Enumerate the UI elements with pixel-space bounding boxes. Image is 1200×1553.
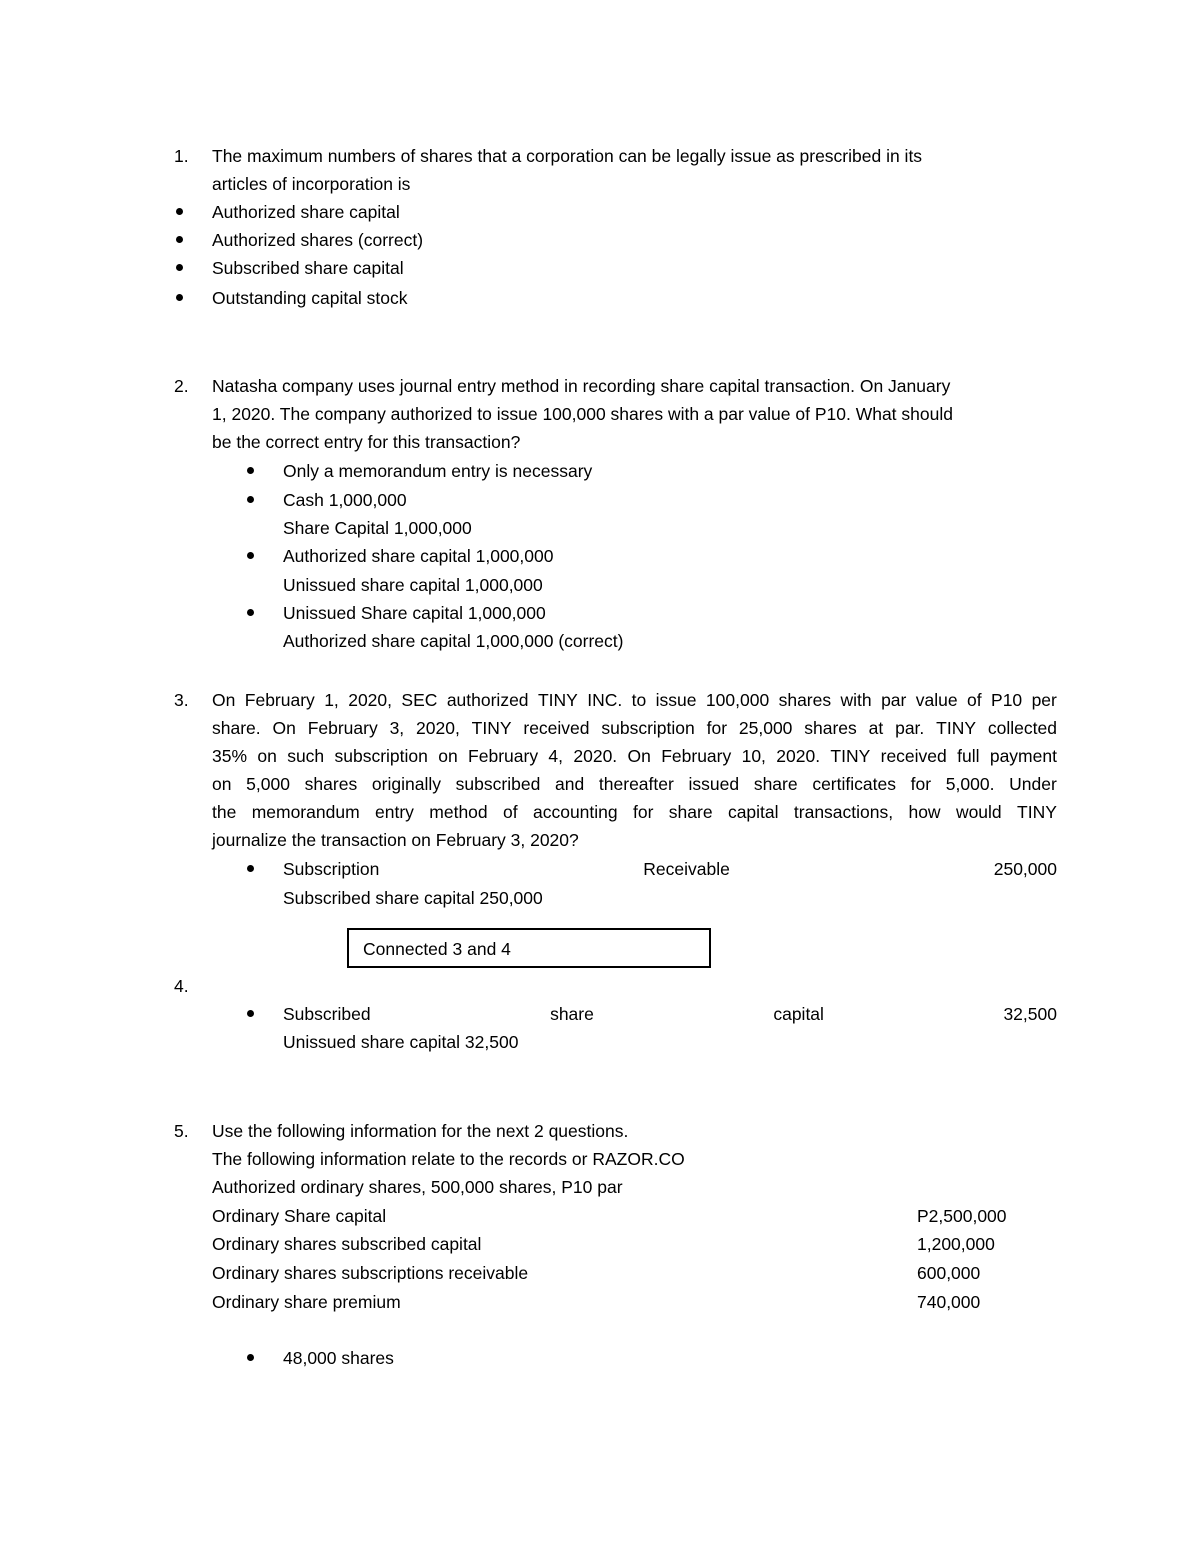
- bullet-icon: [247, 1354, 254, 1361]
- word: payment: [989, 746, 1057, 766]
- word: shares: [778, 690, 832, 710]
- word: subscribed: [455, 774, 541, 794]
- bullet-icon: [247, 609, 254, 616]
- word: full: [957, 746, 980, 766]
- word: transactions,: [793, 802, 894, 822]
- word: Under: [1009, 774, 1057, 794]
- q1-text-line: articles of incorporation is: [212, 174, 411, 194]
- q2-option: Cash 1,000,000: [283, 490, 407, 510]
- word: 2020.: [573, 746, 618, 766]
- word: originally: [371, 774, 441, 794]
- q2-text-line: be the correct entry for this transaction?: [212, 432, 521, 452]
- q5-number: 5.: [174, 1121, 189, 1141]
- q3-option: [283, 855, 1057, 883]
- word: the: [212, 802, 237, 822]
- word: collected: [987, 718, 1057, 738]
- note-box-text: Connected 3 and 4: [363, 939, 511, 959]
- word: such: [287, 746, 325, 766]
- word: 2020,: [348, 690, 393, 710]
- word: accounting: [532, 802, 618, 822]
- word: capital: [727, 802, 779, 822]
- bullet-icon: [247, 496, 254, 503]
- word: SEC: [401, 690, 438, 710]
- word: Subscription: [283, 859, 380, 879]
- word: 35%: [212, 746, 248, 766]
- q5-table-label: Ordinary shares subscriptions receivable: [212, 1263, 529, 1283]
- bullet-icon: [176, 294, 183, 301]
- q2-text-line: Natasha company uses journal entry method in recording share capital transaction. On January: [212, 376, 951, 396]
- word: February: [244, 690, 315, 710]
- word: entry: [375, 802, 414, 822]
- q4-number: 4.: [174, 976, 189, 996]
- q5-table-amount: 600,000: [917, 1263, 981, 1283]
- word: Receivable: [643, 859, 730, 879]
- word: subscription: [601, 718, 695, 738]
- word: on: [212, 774, 232, 794]
- note-box: [347, 928, 711, 968]
- word: On: [627, 746, 651, 766]
- word: share: [550, 1004, 594, 1024]
- word: issued: [688, 774, 740, 794]
- word: for: [910, 774, 932, 794]
- q2-text-line: 1, 2020. The company authorized to issue 100,000 shares with a par value of P10. What should: [212, 404, 953, 424]
- q2-option: Unissued Share capital 1,000,000: [283, 603, 546, 623]
- word: would: [955, 802, 1002, 822]
- word: 100,000: [705, 690, 770, 710]
- q3-text-line: [212, 714, 1057, 742]
- q1-option: Authorized shares (correct): [212, 230, 424, 250]
- word: 3,: [389, 718, 405, 738]
- word: for: [633, 802, 654, 822]
- word: issue: [655, 690, 697, 710]
- q5-table-label: Ordinary share premium: [212, 1292, 401, 1312]
- q5-text-line: Authorized ordinary shares, 500,000 shares, P10 par: [212, 1177, 623, 1197]
- q5-text-line: Use the following information for the next 2 questions.: [212, 1121, 629, 1141]
- word: 2020,: [416, 718, 460, 738]
- word: per: [1031, 690, 1057, 710]
- word: On: [272, 718, 296, 738]
- word: received: [880, 746, 947, 766]
- word: and: [555, 774, 585, 794]
- word: on: [257, 746, 277, 766]
- q5-table-label: Ordinary shares subscribed capital: [212, 1234, 482, 1254]
- word: memorandum: [251, 802, 360, 822]
- word: par.: [895, 718, 925, 738]
- q2-option: Only a memorandum entry is necessary: [283, 461, 593, 481]
- q1-option: Outstanding capital stock: [212, 288, 408, 308]
- word: 10,: [741, 746, 766, 766]
- word: method: [429, 802, 488, 822]
- q4-option: [283, 1000, 1057, 1028]
- word: authorized: [446, 690, 529, 710]
- word: with: [840, 690, 872, 710]
- word: 4,: [548, 746, 564, 766]
- q5-table-amount: P2,500,000: [917, 1206, 1007, 1226]
- word: share.: [212, 718, 261, 738]
- q1-option: Authorized share capital: [212, 202, 400, 222]
- q5-table-label: Ordinary Share capital: [212, 1206, 387, 1226]
- q3-number: 3.: [174, 690, 189, 710]
- word: TINY: [471, 718, 512, 738]
- word: TINY: [537, 690, 578, 710]
- word: shares: [804, 718, 857, 738]
- bullet-icon: [247, 467, 254, 474]
- bullet-icon: [176, 236, 183, 243]
- bullet-icon: [176, 264, 183, 271]
- word: share: [753, 774, 798, 794]
- word: of: [503, 802, 518, 822]
- q3-option-continuation: Subscribed share capital 250,000: [283, 888, 543, 908]
- word: at: [868, 718, 884, 738]
- q1-option: Subscribed share capital: [212, 258, 404, 278]
- word: share: [668, 802, 713, 822]
- word: 1,: [324, 690, 339, 710]
- word: subscription: [334, 746, 428, 766]
- q1-number: 1.: [174, 146, 189, 166]
- word: value: [915, 690, 958, 710]
- word: February: [307, 718, 378, 738]
- bullet-icon: [247, 552, 254, 559]
- word: February: [661, 746, 732, 766]
- q3-text-line: [212, 686, 1057, 714]
- bullet-icon: [247, 1010, 254, 1017]
- word: 25,000: [738, 718, 793, 738]
- word: on: [438, 746, 458, 766]
- q4-option-continuation: Unissued share capital 32,500: [283, 1032, 519, 1052]
- word: shares: [304, 774, 358, 794]
- word: par: [881, 690, 907, 710]
- q3-text-line: [212, 742, 1057, 770]
- word: capital: [773, 1004, 824, 1024]
- word: TINY: [1017, 802, 1057, 822]
- word: Subscribed: [283, 1004, 371, 1024]
- q5-option: 48,000 shares: [283, 1348, 394, 1368]
- word: P10: [991, 690, 1023, 710]
- word: TINY: [936, 718, 977, 738]
- word: TINY: [830, 746, 871, 766]
- q2-number: 2.: [174, 376, 189, 396]
- q5-text-line: The following information relate to the records or RAZOR.CO: [212, 1149, 685, 1169]
- word: for: [706, 718, 728, 738]
- bullet-icon: [176, 208, 183, 215]
- q2-option-continuation: Unissued share capital 1,000,000: [283, 575, 543, 595]
- word: 250,000: [993, 859, 1057, 879]
- q3-text-line: journalize the transaction on February 3, 2020?: [212, 830, 579, 850]
- word: received: [523, 718, 590, 738]
- word: February: [468, 746, 539, 766]
- word: On: [212, 690, 236, 710]
- word: thereafter: [598, 774, 674, 794]
- word: to: [631, 690, 647, 710]
- word: of: [967, 690, 982, 710]
- q3-text-line: [212, 770, 1057, 798]
- q3-text-line: [212, 798, 1057, 826]
- q2-option-continuation: Share Capital 1,000,000: [283, 518, 472, 538]
- q5-table-amount: 1,200,000: [917, 1234, 995, 1254]
- word: 5,000: [246, 774, 290, 794]
- q1-text-line: The maximum numbers of shares that a corporation can be legally issue as prescribed in its: [212, 146, 923, 166]
- q5-table-amount: 740,000: [917, 1292, 981, 1312]
- word: certificates: [812, 774, 896, 794]
- word: 2020.: [776, 746, 821, 766]
- word: INC.: [587, 690, 623, 710]
- word: how: [908, 802, 941, 822]
- word: 32,500: [1003, 1004, 1057, 1024]
- q2-option-continuation: Authorized share capital 1,000,000 (correct): [283, 631, 624, 651]
- bullet-icon: [247, 865, 254, 872]
- word: 5,000.: [945, 774, 995, 794]
- q2-option: Authorized share capital 1,000,000: [283, 546, 554, 566]
